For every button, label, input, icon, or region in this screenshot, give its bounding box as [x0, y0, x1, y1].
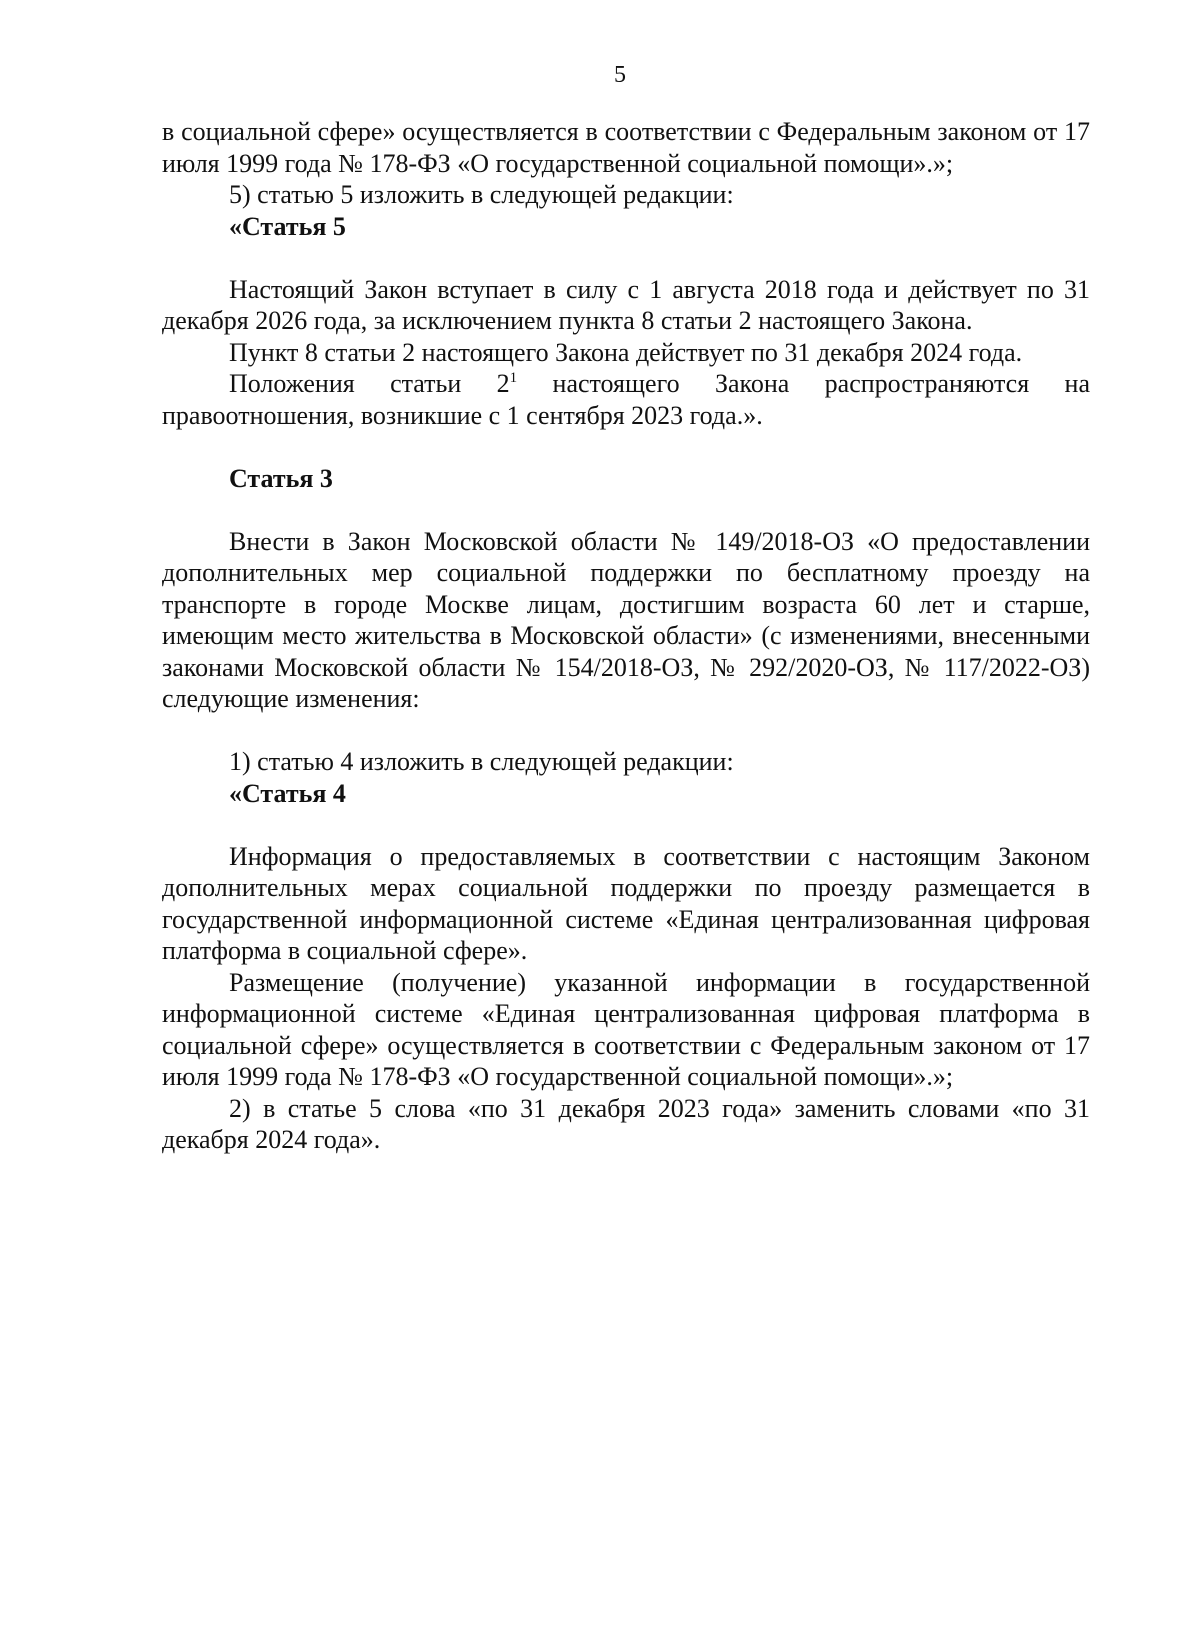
heading-article-4: «Статья 4	[229, 778, 346, 808]
provisions-text-end: настоящего Закона распространяются на правоотношения, возникшие с 1 сентября 2023 года.».	[162, 369, 1091, 430]
paragraph-information: Информация о предоставляемых в соответствии с настоящим Законом дополнительных мерах социальной поддержки по проезду размещается в государственной информационной системе «Единая централизованная цифровая платформа в социальной сфере».	[162, 841, 1090, 965]
paragraph-effective-date: Настоящий Закон вступает в силу с 1 августа 2018 года и действует по 31 декабря 2026 года, за исключением пункта 8 статьи 2 настоящего Закона.	[162, 274, 1090, 335]
heading-article-5: «Статья 5	[229, 211, 346, 241]
paragraph-point-8: Пункт 8 статьи 2 настоящего Закона действует по 31 декабря 2024 года.	[229, 337, 1023, 367]
paragraph-amendments-intro: Внести в Закон Московской области № 149/2018-ОЗ «О предоставлении дополнительных мер социальной поддержки по бесплатному проезду на транспорте в городе Москве лицам, достигшим возраста 60 лет и старше, имеющим место жительства в Московской области» (с изменениями, внесенными законами Московской области № 154/2018-ОЗ, № 292/2020-ОЗ, № 117/2022-ОЗ) следующие изменения:	[162, 526, 1090, 713]
paragraph-item-5: 5) статью 5 изложить в следующей редакции:	[229, 180, 734, 209]
paragraph-continuation: в социальной сфере» осуществляется в соответствии с Федеральным законом от 17 июля 1999 года № 178-ФЗ «О государственной социальной помощи».»;	[162, 117, 1090, 178]
paragraph-item-2: 2) в статье 5 слова «по 31 декабря 2023 года» заменить словами «по 31 декабря 2024 года».	[162, 1093, 1090, 1154]
page-number: 5	[614, 62, 626, 88]
document-body	[162, 116, 1090, 1156]
paragraph-provisions	[162, 368, 1090, 431]
provisions-text-start: Положения статьи 2	[229, 369, 510, 398]
heading-article-3: Статья 3	[229, 463, 333, 493]
superscript-1: 1	[509, 370, 518, 386]
paragraph-placement: Размещение (получение) указанной информации в государственной информационной системе «Единая централизованная цифровая платформа в социальной сфере» осуществляется в соответствии с Федеральным законом от 17 июля 1999 года № 178-ФЗ «О государственной социальной помощи».»;	[162, 967, 1090, 1091]
paragraph-item-1: 1) статью 4 изложить в следующей редакции:	[229, 747, 734, 776]
